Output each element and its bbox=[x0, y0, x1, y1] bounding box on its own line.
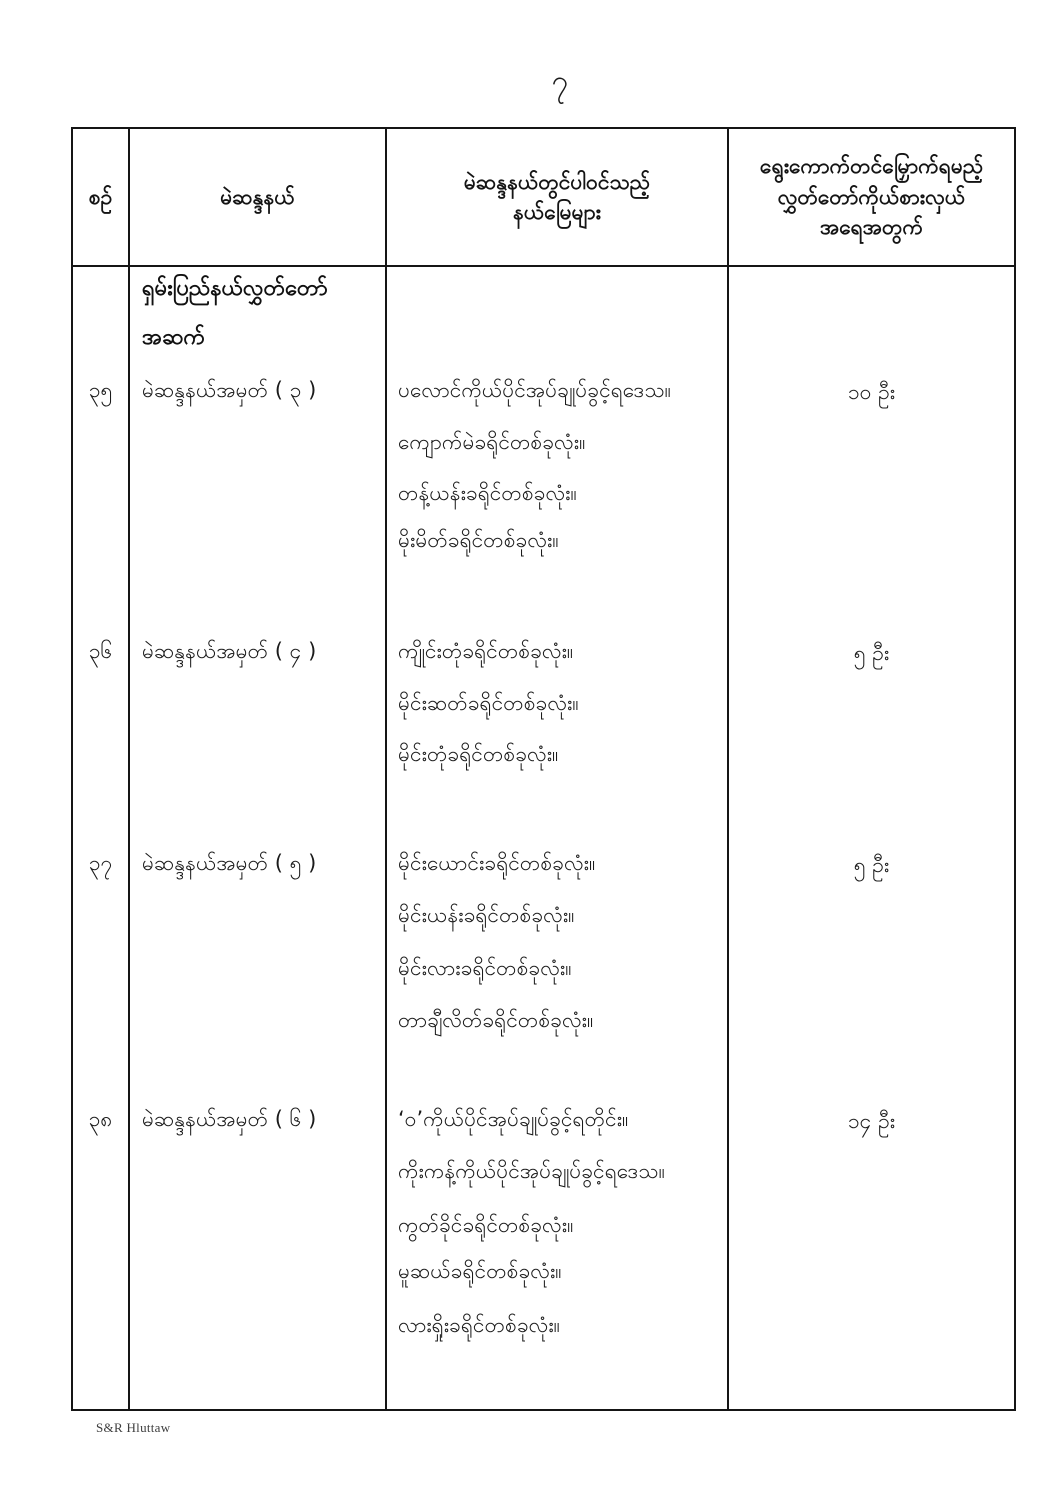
row-area-item: တန့်ယန်းခရိုင်တစ်ခုလုံး။ bbox=[398, 481, 577, 505]
row-area-item: မိုးမိတ်ခရိုင်တစ်ခုလုံး။ bbox=[398, 528, 559, 552]
row-constituency: မဲဆန္ဒနယ်အမှတ် ( ၄ ) bbox=[142, 639, 317, 663]
row-constituency: မဲဆန္ဒနယ်အမှတ် ( ၃ ) bbox=[142, 378, 317, 402]
row-rep-count: ၅ ဦး bbox=[853, 853, 890, 877]
row-serial: ၃၈ bbox=[88, 1107, 113, 1131]
column-header-constituency-label: မဲဆန္ဒနယ် bbox=[220, 184, 295, 209]
row-serial: ၃၆ bbox=[88, 639, 113, 663]
table-vertical-divider-3 bbox=[727, 129, 729, 1409]
row-area-item: ကျောက်မဲခရိုင်တစ်ခုလုံး။ bbox=[398, 430, 586, 454]
column-header-representatives-line1: ရွေးကောက်တင်မြှောက်ရမည့် bbox=[759, 154, 984, 179]
row-area-item: တာချီလိတ်ခရိုင်တစ်ခုလုံး။ bbox=[398, 1008, 594, 1032]
row-rep-count: ၁၀ ဦး bbox=[847, 380, 896, 404]
row-area-item: မိုင်းတုံခရိုင်တစ်ခုလုံး။ bbox=[398, 742, 559, 766]
row-area-item: မိုင်းယောင်းခရိုင်တစ်ခုလုံး။ bbox=[398, 851, 596, 875]
row-area-item: ကွတ်ခိုင်ခရိုင်တစ်ခုလုံး။ bbox=[398, 1213, 574, 1237]
column-header-constituency bbox=[130, 129, 385, 265]
footer-watermark: S&R Hluttaw bbox=[96, 1420, 171, 1435]
row-rep-count: ၁၄ ဦး bbox=[847, 1109, 896, 1133]
column-header-representatives-line3: အရေအတွက် bbox=[819, 215, 923, 240]
row-rep-count: ၅ ဦး bbox=[853, 641, 890, 665]
row-area-item: ကိုးကန့်ကိုယ်ပိုင်အုပ်ချုပ်ခွင့်ရဒေသ။ bbox=[398, 1159, 665, 1183]
row-area-item: မိုင်းဆတ်ခရိုင်တစ်ခုလုံး။ bbox=[398, 691, 579, 715]
column-header-serial-label: စဉ် bbox=[88, 184, 113, 209]
row-serial: ၃၇ bbox=[88, 851, 113, 875]
column-header-serial bbox=[73, 129, 128, 265]
row-area-item: ကျိုင်းတုံခရိုင်တစ်ခုလုံး။ bbox=[398, 639, 574, 663]
constituency-table bbox=[71, 127, 1016, 1411]
table-vertical-divider-1 bbox=[128, 129, 130, 1409]
row-area-item: ‘ဝ’ကိုယ်ပိုင်အုပ်ချုပ်ခွင့်ရတိုင်း။ bbox=[398, 1107, 629, 1131]
page-number: ၇ bbox=[551, 64, 569, 99]
row-area-item: မိုင်းယန်းခရိုင်တစ်ခုလုံး။ bbox=[398, 903, 575, 927]
table-header-divider bbox=[73, 265, 1014, 267]
column-header-areas bbox=[387, 129, 727, 265]
section-title-line1: ရှမ်းပြည်နယ်လွှတ်တော် bbox=[142, 276, 328, 301]
row-area-item: ပလောင်ကိုယ်ပိုင်အုပ်ချုပ်ခွင့်ရဒေသ။ bbox=[398, 378, 671, 402]
section-title-line2: အဆက် bbox=[142, 325, 205, 350]
table-vertical-divider-2 bbox=[385, 129, 387, 1409]
column-header-areas-line1: မဲဆန္ဒနယ်တွင်ပါဝင်သည့် bbox=[463, 169, 651, 194]
row-area-item: လားရှိုးခရိုင်တစ်ခုလုံး။ bbox=[398, 1313, 561, 1337]
row-constituency: မဲဆန္ဒနယ်အမှတ် ( ၅ ) bbox=[142, 851, 317, 875]
row-serial: ၃၅ bbox=[88, 378, 113, 402]
column-header-representatives bbox=[729, 129, 1014, 265]
column-header-areas-line2: နယ်မြေများ bbox=[513, 200, 601, 224]
row-area-item: မူဆယ်ခရိုင်တစ်ခုလုံး။ bbox=[398, 1259, 562, 1283]
row-constituency: မဲဆန္ဒနယ်အမှတ် ( ၆ ) bbox=[142, 1107, 317, 1131]
row-area-item: မိုင်းလားခရိုင်တစ်ခုလုံး။ bbox=[398, 956, 572, 980]
column-header-representatives-line2: လွှတ်တော်ကိုယ်စားလှယ် bbox=[777, 184, 966, 209]
